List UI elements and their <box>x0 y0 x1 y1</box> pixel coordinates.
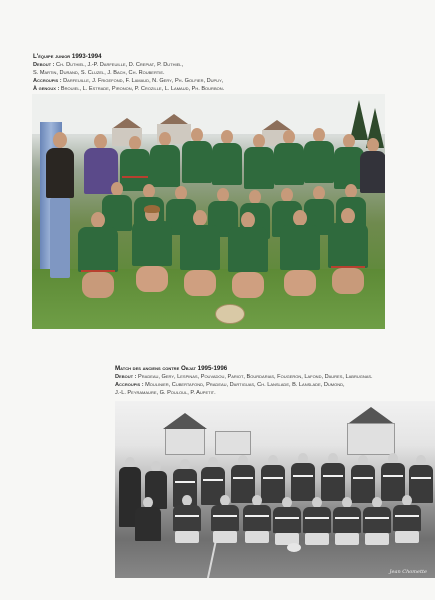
player <box>182 128 212 184</box>
player <box>132 206 172 296</box>
player <box>280 210 320 300</box>
player <box>150 132 180 188</box>
player <box>78 212 118 302</box>
player <box>304 128 334 184</box>
caption-junior-team <box>33 53 243 93</box>
caption-line: Debout : Ch. Duthiel, J.-P. Darfeuille, D. Crepiat, P. Duthiel, <box>33 62 184 69</box>
caption-line: Debout : Pradeau, Gery, Lespinas, Pouvadou, Pariot, Bourdarias, Fougeron, Lafond, Daures, Labrugnas. <box>115 374 373 381</box>
player <box>274 130 304 186</box>
player <box>321 453 345 503</box>
player <box>393 495 421 545</box>
caption-line: J.-L. Peyramaure, G. Pouloul, P. Aupetit. <box>115 390 216 397</box>
photo-house <box>165 427 205 455</box>
player <box>244 134 274 190</box>
player <box>273 497 301 547</box>
photo-house <box>347 423 395 455</box>
player <box>135 497 161 547</box>
rugby-ball <box>287 543 301 553</box>
caption-veterans-match <box>115 365 385 397</box>
photographer-signature: Jean Chomette <box>389 569 427 575</box>
junior-team-photo <box>32 94 385 329</box>
player <box>333 497 361 547</box>
player <box>228 212 268 302</box>
player <box>180 210 220 300</box>
caption-line: S. Martin, Durand, S. Cluzel, J. Bach, Ch. Roubertie. <box>33 70 165 77</box>
coach-figure <box>46 132 74 282</box>
player <box>291 453 315 503</box>
player <box>211 495 239 545</box>
caption-line: Accroupis : Moulinier, Cubertafond, Pradeau, Dartiguas, Ch. Lanslade, B. Lanslade, Dumond, <box>115 382 345 389</box>
photo-house <box>215 431 251 455</box>
caption-title: L'équipe junior 1993-1994 <box>33 53 102 60</box>
rugby-ball <box>215 304 245 324</box>
caption-title: Match des anciens contre Objat 1995-1996 <box>115 365 228 372</box>
player <box>303 497 331 547</box>
caption-line: À genoux : Brouiel, L. Estrade, Pironon, P. Crozille, L. Lamaud, Ph. Bourbon. <box>33 86 225 93</box>
player <box>328 208 368 298</box>
player <box>243 495 271 545</box>
player <box>212 130 242 186</box>
veterans-team-photo <box>115 401 435 578</box>
player <box>363 497 391 547</box>
player <box>173 495 201 545</box>
caption-line: Accroupis : Darfeuille, J. Frigefond, F. Lamaud, N. Gery, Ph. Golfier, Dupuy, <box>33 78 224 85</box>
